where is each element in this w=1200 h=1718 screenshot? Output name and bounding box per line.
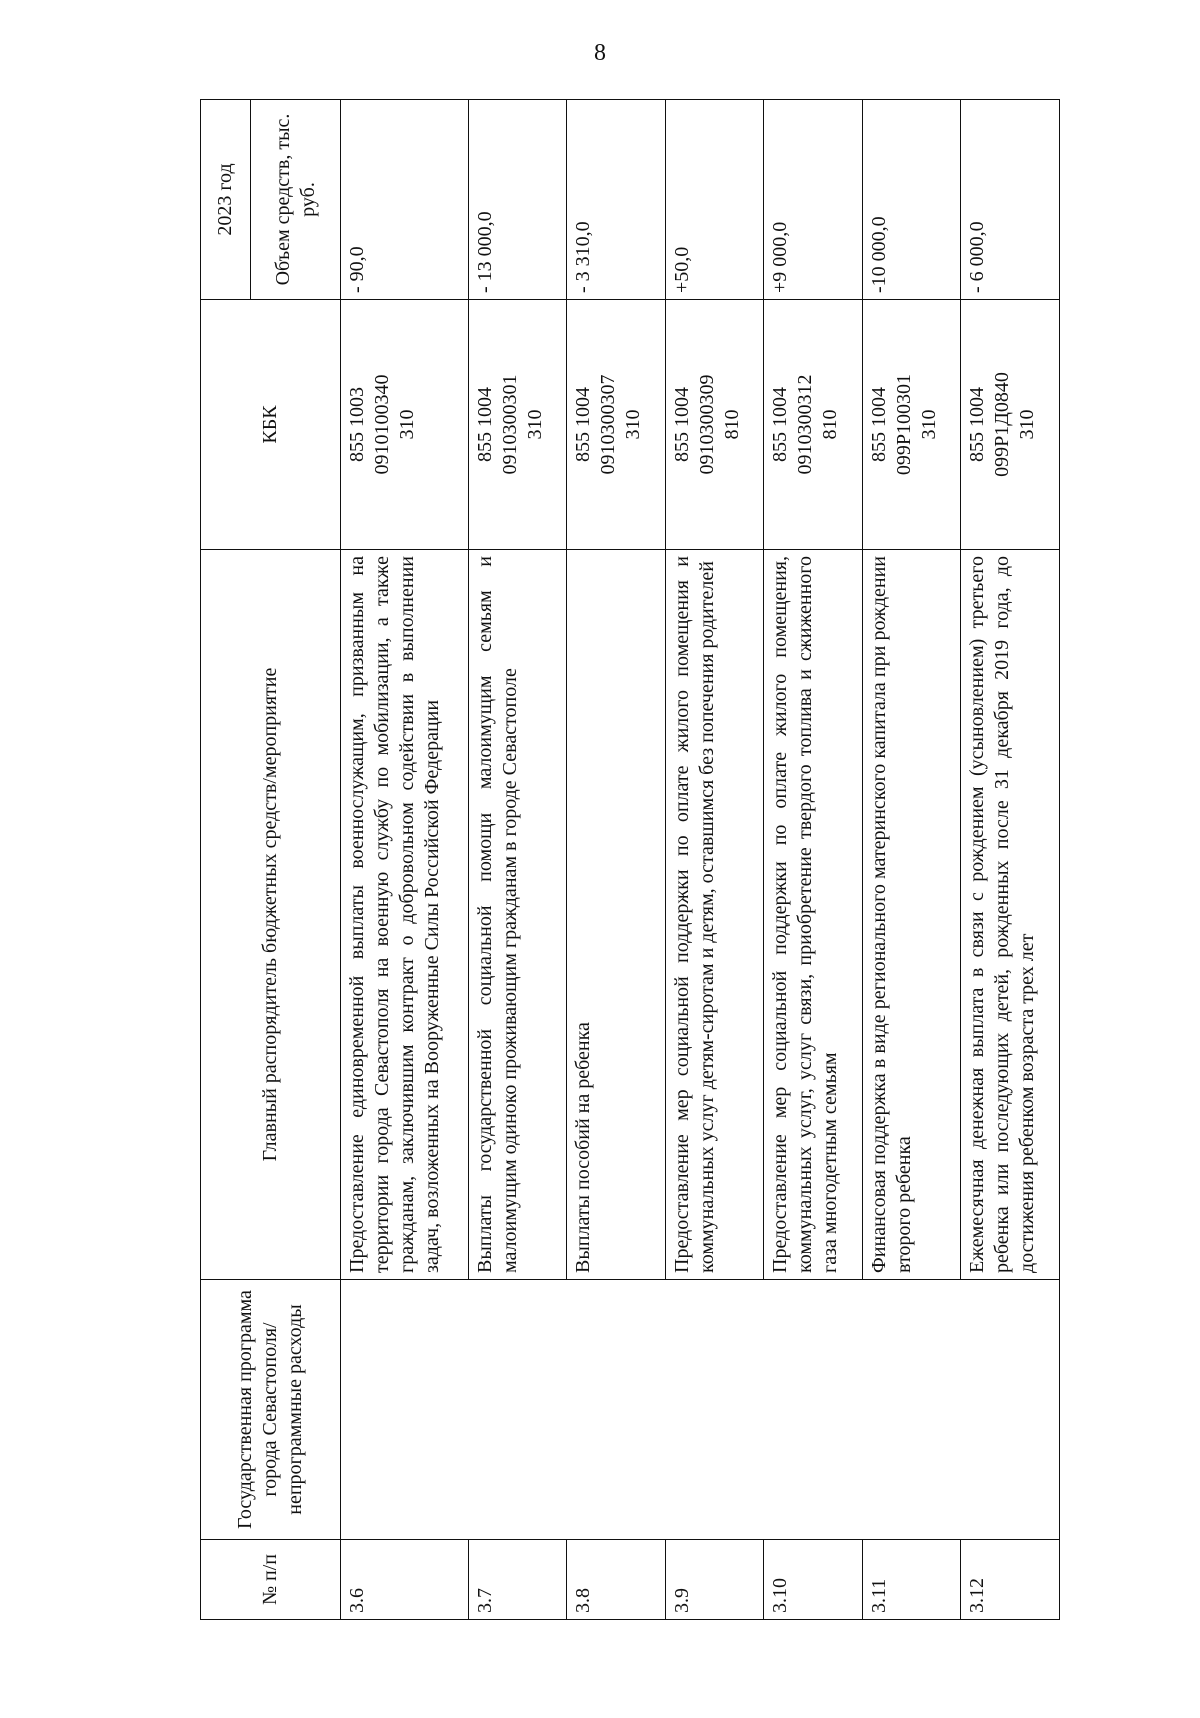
- row-event: Предоставление единовременной выплаты военнослужащим, призванным на территории города Севастополя на военную службу по мобилизации, а также гражданам, заключившим контракт о добровольном содействии в выполнении задач, возложенных на Вооруженные Силы Российской Федерации: [341, 550, 469, 1280]
- kbk-line: 0910300312: [794, 374, 817, 475]
- kbk-line: 310: [523, 409, 546, 440]
- row-kbk: [567, 300, 666, 550]
- kbk-line: 0910300309: [695, 374, 718, 475]
- kbk-line: 855 1004: [473, 387, 496, 462]
- kbk-line: 810: [720, 409, 743, 440]
- kbk-line: 310: [622, 409, 645, 440]
- header-amount: Объем средств, тыс. руб.: [251, 100, 341, 300]
- kbk-line: 099Р1Д0840: [991, 372, 1014, 477]
- row-event: Выплаты государственной социальной помощи малоимущим семьям и малоимущим одиноко проживающим гражданам в городе Севастополе: [468, 550, 567, 1280]
- rotated-table-container: [200, 100, 1060, 1620]
- kbk-line: 855 1004: [966, 387, 989, 462]
- row-number: 3.6: [341, 1540, 469, 1620]
- kbk-line: 310: [917, 409, 940, 440]
- row-kbk: [961, 300, 1060, 550]
- kbk-line: 855 1004: [867, 387, 890, 462]
- row-amount: +9 000,0: [764, 100, 863, 300]
- budget-table: [200, 99, 1060, 1620]
- row-event: Финансовая поддержка в виде регионального материнского капитала при рождении второго ребенка: [862, 550, 961, 1280]
- row-number: 3.8: [567, 1540, 666, 1620]
- row-number: 3.11: [862, 1540, 961, 1620]
- row-number: 3.10: [764, 1540, 863, 1620]
- row-amount: -10 000,0: [862, 100, 961, 300]
- page-number: 8: [594, 40, 606, 66]
- header-event: Главный распорядитель бюджетных средств/мероприятие: [201, 550, 341, 1280]
- row-amount: - 3 310,0: [567, 100, 666, 300]
- kbk-line: 0910300307: [597, 374, 620, 475]
- kbk-line: 0910100340: [371, 374, 393, 475]
- kbk-line: 855 1003: [346, 387, 368, 462]
- kbk-line: 310: [396, 409, 418, 440]
- row-amount: - 6 000,0: [961, 100, 1060, 300]
- kbk-line: 310: [1016, 409, 1039, 440]
- row-amount: +50,0: [665, 100, 764, 300]
- kbk-line: 855 1004: [769, 387, 792, 462]
- row-program: [341, 1280, 1060, 1540]
- header-year: 2023 год: [201, 100, 251, 300]
- kbk-line: 855 1004: [670, 387, 693, 462]
- row-kbk: [862, 300, 961, 550]
- row-event: Выплаты пособий на ребенка: [567, 550, 666, 1280]
- row-kbk: [665, 300, 764, 550]
- header-number: № п/п: [201, 1540, 341, 1620]
- header-kbk: КБК: [201, 300, 341, 550]
- row-number: 3.7: [468, 1540, 567, 1620]
- kbk-line: 0910300301: [498, 374, 521, 475]
- row-amount: - 90,0: [341, 100, 469, 300]
- row-event: Предоставление мер социальной поддержки по оплате жилого помещения, коммунальных услуг, услуг связи, приобретение твердого топлива и сжиженного газа многодетным семьям: [764, 550, 863, 1280]
- row-kbk: [468, 300, 567, 550]
- row-kbk: [764, 300, 863, 550]
- row-number: 3.12: [961, 1540, 1060, 1620]
- row-number: 3.9: [665, 1540, 764, 1620]
- row-event: Предоставление мер социальной поддержки по оплате жилого помещения и коммунальных услуг детям-сиротам и детям, оставшимся без попечения родителей: [665, 550, 764, 1280]
- row-event: Ежемесячная денежная выплата в связи с рождением (усыновлением) третьего ребенка или последующих детей, рожденных после 31 декабря 2019 года, до достижения ребенком возраста трех лет: [961, 550, 1060, 1280]
- table-row: [341, 100, 469, 1620]
- kbk-line: 099Р100301: [892, 373, 915, 476]
- header-program: Государственная программа города Севастополя/ непрограммные расходы: [201, 1280, 341, 1540]
- row-kbk: [341, 300, 469, 550]
- row-amount: - 13 000,0: [468, 100, 567, 300]
- kbk-line: 855 1004: [572, 387, 595, 462]
- kbk-line: 810: [819, 409, 842, 440]
